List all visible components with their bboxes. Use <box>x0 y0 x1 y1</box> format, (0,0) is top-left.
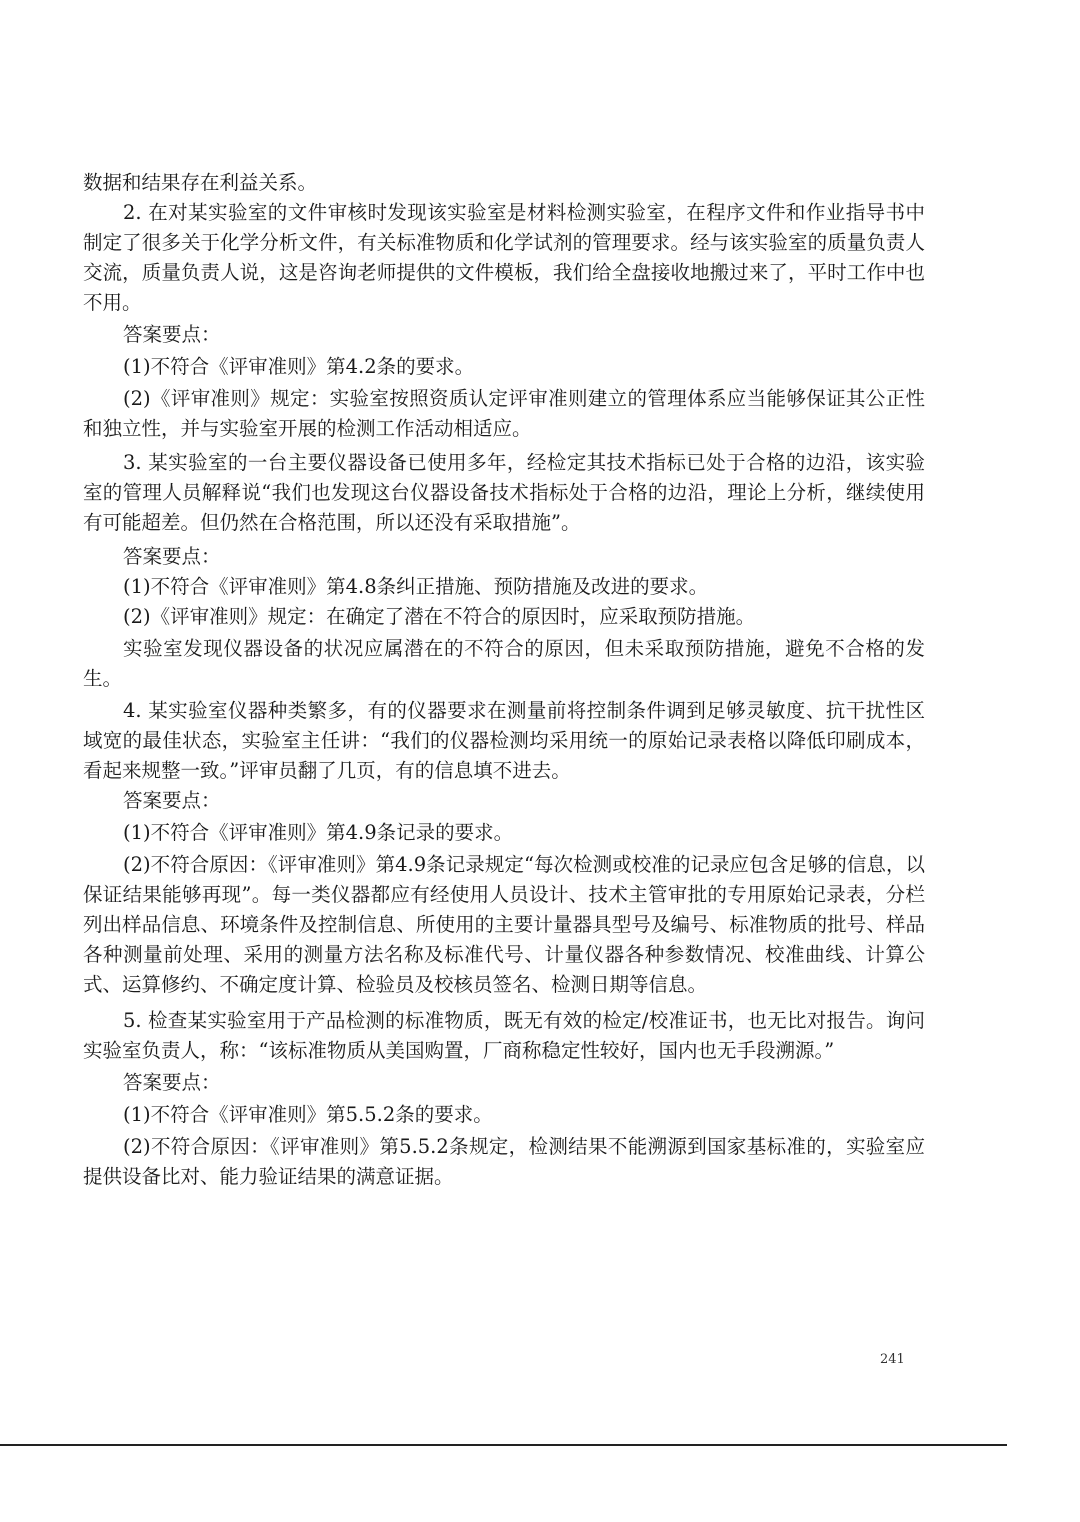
footer-divider <box>0 1444 1007 1446</box>
answer-heading: 答案要点： <box>123 323 221 346</box>
answer-point: (1)不符合《评审准则》第4.2条的要求。 <box>123 355 475 378</box>
document-body <box>83 168 925 1192</box>
answer-explanation: 实验室发现仪器设备的状况应属潜在的不符合的原因，但未采取预防措施，避免不合格的发生。 <box>83 637 925 690</box>
case-2-description: 2. 在对某实验室的文件审核时发现该实验室是材料检测实验室，在程序文件和作业指导书中制定了很多关于化学分析文件，有关标准物质和化学试剂的管理要求。经与该实验室的质量负责人交流，质量负责人说，这是咨询老师提供的文件模板，我们给全盘接收地搬过来了，平时工作中也不用。 <box>83 201 925 314</box>
answer-point: (2)《评审准则》规定：实验室按照资质认定评审准则建立的管理体系应当能够保证其公正性和独立性，并与实验室开展的检测工作活动相适应。 <box>83 387 925 440</box>
answer-point: (1)不符合《评审准则》第5.5.2条的要求。 <box>123 1103 493 1126</box>
answer-point: (2)《评审准则》规定：在确定了潜在不符合的原因时，应采取预防措施。 <box>123 605 756 628</box>
answer-heading: 答案要点： <box>123 1071 221 1094</box>
answer-heading: 答案要点： <box>123 545 221 568</box>
answer-point: (1)不符合《评审准则》第4.9条记录的要求。 <box>123 821 514 844</box>
answer-point: (2)不符合原因：《评审准则》第4.9条记录规定“每次检测或校准的记录应包含足够的信息，以保证结果能够再现”。每一类仪器都应有经使用人员设计、技术主管审批的专用原始记录表，分栏列出样品信息、环境条件及控制信息、所使用的主要计量器具型号及编号、标准物质的批号、样品各种测量前处理、采用的测量方法名称及标准代号、计量仪器各种参数情况、校准曲线、计算公式、运算修约、不确定度计算、检验员及校核员签名、检测日期等信息。 <box>83 853 925 996</box>
answer-point: (2)不符合原因：《评审准则》第5.5.2条规定，检测结果不能溯源到国家基标准的，实验室应提供设备比对、能力验证结果的满意证据。 <box>83 1135 925 1188</box>
case-5-description: 5. 检查某实验室用于产品检测的标准物质，既无有效的检定/校准证书，也无比对报告。询问实验室负责人，称：“该标准物质从美国购置，厂商称稳定性较好，国内也无手段溯源。” <box>83 1009 925 1062</box>
paragraph-continuation: 数据和结果存在利益关系。 <box>83 171 318 194</box>
page-number: 241 <box>880 1352 905 1367</box>
case-3-description: 3. 某实验室的一台主要仪器设备已使用多年，经检定其技术指标已处于合格的边沿，该实验室的管理人员解释说“我们也发现这台仪器设备技术指标处于合格的边沿，理论上分析，继续使用有可能超差。但仍然在合格范围，所以还没有采取措施”。 <box>83 451 925 534</box>
answer-heading: 答案要点： <box>123 789 221 812</box>
case-4-description: 4. 某实验室仪器种类繁多，有的仪器要求在测量前将控制条件调到足够灵敏度、抗干扰性区域宽的最佳状态，实验室主任讲：“我们的仪器检测均采用统一的原始记录表格以降低印刷成本，看起来规整一致。”评审员翻了几页，有的信息填不进去。 <box>83 699 925 782</box>
answer-point: (1)不符合《评审准则》第4.8条纠正措施、预防措施及改进的要求。 <box>123 575 709 598</box>
